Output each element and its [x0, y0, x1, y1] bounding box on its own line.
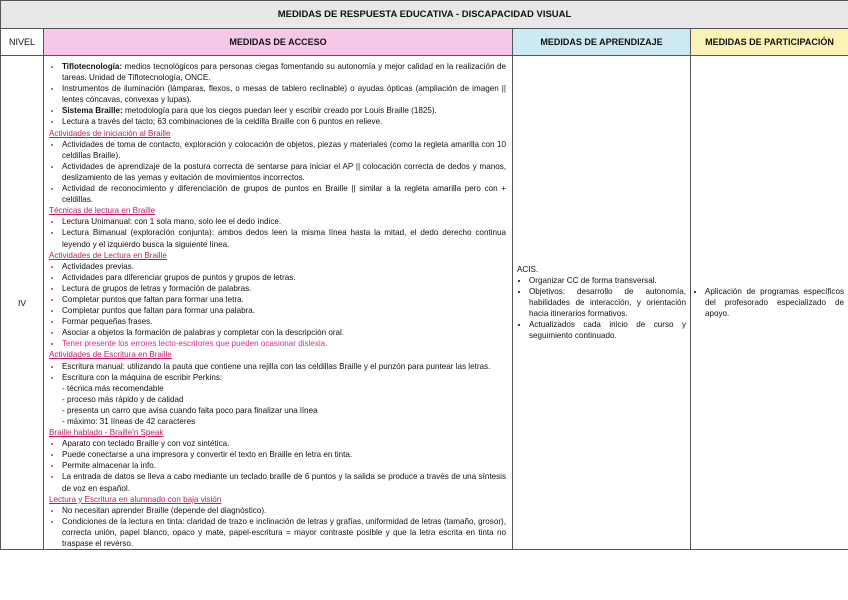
list-item: • Tiflotecnología: medios tecnológicos para personas ciegas fomentando su autonomía y mejor calidad en la realización de tareas. Unidad de Tiflotecnología, ONCE. [62, 61, 506, 83]
acis-label: ACIS. [517, 265, 539, 275]
section-heading: Actividades de iniciación al Braille [49, 128, 171, 138]
list-item: • Condiciones de la lectura en tinta: claridad de trazo e inclinación de letras y grafías, uniformidad de letras (tamaño, grosor), correcta unión, papel blanco, opaco y mate, papel-escritura = mayor contraste posible y que la letra escrita en tinta no traspase el reverso. [62, 516, 506, 549]
list-item: • Lectura Bimanual (exploración conjunta): ambos dedos leen la misma línea hasta la mitad, el dedo derecho continua leyendo y el izquierdo busca la siguiente línea. [62, 227, 506, 249]
list-item: • Sistema Braille: metodología para que los ciegos puedan leer y escribir creado por Louis Braille (1825). [62, 105, 506, 116]
nivel-cell: IV [1, 56, 44, 550]
section-heading: Técnicas de lectura en Braille [49, 206, 156, 216]
sub-item: - presenta un carro que avisa cuando falta poco para finalizar una línea [62, 405, 318, 415]
list-item: • Completar puntos que faltan para formar una palabra. [62, 305, 506, 316]
sub-item: - técnica más recomendable [62, 383, 164, 393]
header-aprendizaje: MEDIDAS DE APRENDIZAJE [513, 29, 691, 56]
list-item: • Organizar CC de forma transversal. [529, 275, 686, 286]
header-nivel: NIVEL [1, 29, 44, 56]
sub-item: - proceso más rápido y de calidad [62, 394, 184, 404]
list-item: • Aplicación de programas específicos del profesorado especializado de apoyo. [705, 286, 844, 319]
list-item: • La entrada de datos se lleva a cabo mediante un teclado braille de 6 puntos y la salida se produce a través de una síntesis de voz en español. [62, 471, 506, 493]
list-item: • Instrumentos de iluminación (lámparas, flexos, o mesas de tablero reclinable) o ayudas ópticas (ampliación de imagen || lentes cóncavas, convexas y lupas). [62, 83, 506, 105]
aprendizaje-cell [513, 56, 691, 550]
list-item: • Actividades para diferenciar grupos de puntos y grupos de letras. [62, 272, 506, 283]
intro-list [49, 61, 506, 128]
list-item: • Actualizados cada inicio de curso y seguimiento continuado. [529, 319, 686, 341]
list-item: • Formar pequeñas frases. [62, 316, 506, 327]
sub-item: - máximo: 31 líneas de 42 caracteres [62, 417, 196, 426]
acceso-cell [44, 56, 513, 550]
list-item: • Actividad de reconocimiento y diferenciación de grupos de puntos en Braille || similar a la regleta amarilla pero con + celdillas. [62, 183, 506, 205]
list-item: • Escritura manual: utilizando la pauta que contiene una rejilla con las celdillas Braille y el punzón para puntear las letras. [62, 361, 506, 372]
list-item: • Lectura de grupos de letras y formación de palabras. [62, 283, 506, 294]
list-item: • Aparato con teclado Braille y con voz sintética. [62, 438, 506, 449]
list-item: • Puede conectarse a una impresora y convertir el texto en Braille en letra en tinta. [62, 449, 506, 460]
list-item: • Lectura Unimanual: con 1 sola mano, solo lee el dedo índice. [62, 216, 506, 227]
list-item: • Lectura a través del tacto; 63 combinaciones de la celdilla Braille con 6 puntos en relieve. [62, 116, 506, 127]
participacion-cell [691, 56, 848, 550]
list-item: • Actividades previas. [62, 261, 506, 272]
list-item-warning: • Tener presente los errores lecto-escritores que pueden ocasionar dislexia. [62, 338, 506, 349]
list-item: • Objetivos: desarrollo de autonomía, habilidades de interacción, y orientación hacia itinerarios formativos. [529, 286, 686, 319]
list-item: • Actividades de toma de contacto, exploración y colocación de objetos, piezas y materiales (como la regleta amarilla con 10 celdillas Braille). [62, 139, 506, 161]
section-heading: Actividades de Lectura en Braille [49, 250, 167, 260]
section-heading: Braille hablado - Braille'n Speak [49, 428, 164, 438]
list-item: • Asociar a objetos la formación de palabras y completar con la descripción oral. [62, 327, 506, 338]
list-item: • No necesitan aprender Braille (depende del diagnóstico). [62, 505, 506, 516]
list-item: • Actividades de aprendizaje de la postura correcta de sentarse para iniciar el AP || colocación correcta de dedos y manos, deslizamiento de las yemas y evitación de movimientos incorrectos. [62, 161, 506, 183]
table-title: MEDIDAS DE RESPUESTA EDUCATIVA - DISCAPACIDAD VISUAL [1, 1, 848, 29]
section-heading: Lectura y Escritura en alumnado con baja visión [49, 494, 222, 504]
section-heading: Actividades de Escritura en Braille [49, 350, 172, 360]
list-item: • Completar puntos que faltan para formar una letra. [62, 294, 506, 305]
list-item: • Escritura con la máquina de escribir Perkins: [62, 372, 506, 383]
header-acceso: MEDIDAS DE ACCESO [44, 29, 513, 56]
header-participacion: MEDIDAS DE PARTICIPACIÓN [691, 29, 848, 56]
list-item: • Permite almacenar la info. [62, 460, 506, 471]
